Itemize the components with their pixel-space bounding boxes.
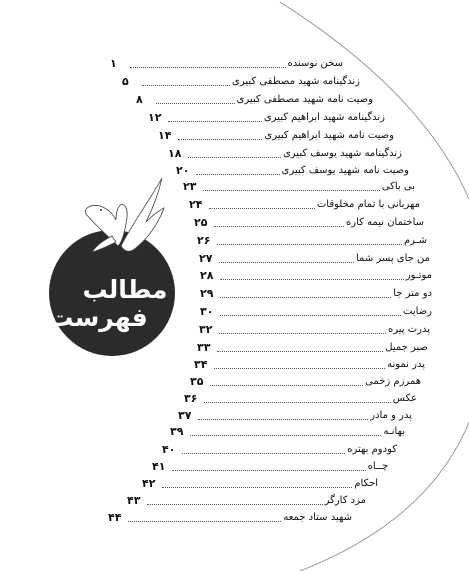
toc-row[interactable]	[176, 161, 409, 177]
emblem-title-1: مطالب	[82, 275, 168, 304]
toc-title: من جای پسر شما	[356, 253, 430, 264]
toc-leader	[220, 270, 404, 280]
toc-leader	[220, 288, 391, 298]
toc-title: وصیت نامه شهید ابراهیم کبیری	[264, 130, 394, 141]
toc-page: ۲۸	[200, 269, 214, 282]
toc-title: پدرت پیره	[387, 324, 430, 335]
toc-title: زندگینامه شهید ابراهیم کبیری	[263, 112, 385, 123]
toc-row[interactable]	[108, 508, 352, 524]
toc-title: بهانـه	[383, 426, 405, 437]
toc-title: ساختمان نیمه کاره	[346, 217, 424, 228]
toc-row[interactable]	[152, 457, 388, 473]
toc-leader	[219, 324, 386, 334]
toc-title: موتـور	[405, 270, 432, 281]
toc-page: ۲۳	[183, 180, 197, 193]
toc-leader	[217, 342, 383, 352]
toc-title: چــاه	[367, 461, 388, 472]
toc-page: ۱۲	[148, 111, 162, 124]
toc-page: ۲۰	[176, 164, 190, 177]
toc-title: شهید ستاد جمعه	[283, 512, 352, 523]
toc-page: ۳۹	[170, 425, 184, 438]
toc-title: همرزم زخمی	[365, 376, 421, 387]
toc-title: دو متر جا	[393, 288, 432, 299]
toc-row[interactable]	[178, 406, 412, 422]
toc-page: ۱۸	[168, 147, 182, 160]
toc-title: زندگینامه شهید یوسف کبیری	[282, 148, 402, 159]
toc-leader	[217, 235, 402, 245]
toc-row[interactable]	[162, 440, 397, 456]
toc-page: ۵	[122, 75, 129, 88]
toc-page: ۲۶	[197, 234, 211, 247]
toc-row[interactable]	[136, 90, 373, 106]
toc-title: شـرم	[403, 235, 427, 246]
toc-page: ۸	[136, 93, 143, 106]
toc-page: ۳۴	[194, 358, 208, 371]
toc-title: بی باکی	[381, 181, 415, 192]
toc-title: پدر نمونه	[387, 359, 425, 370]
toc-row[interactable]	[200, 284, 432, 300]
toc-leader	[203, 181, 380, 191]
toc-leader	[178, 130, 262, 140]
toc-leader	[214, 217, 344, 227]
toc-row[interactable]	[168, 144, 402, 160]
toc-leader	[190, 426, 381, 436]
toc-title: سخن نوسنده	[287, 58, 343, 69]
toc-row[interactable]	[184, 389, 417, 405]
toc-row[interactable]	[158, 126, 394, 142]
toc-page: ۴۲	[142, 477, 156, 490]
toc-row[interactable]	[142, 474, 378, 490]
toc-page: ۳۶	[184, 392, 198, 405]
toc-leader	[130, 58, 286, 68]
toc-row[interactable]	[189, 195, 420, 211]
toc-page: ۲۴	[189, 198, 203, 211]
toc-leader	[219, 253, 354, 263]
toc-row[interactable]	[183, 177, 415, 193]
toc-title: وصیت نامه شهید مصطفی کبیری	[236, 94, 373, 105]
toc-page: ۳۳	[197, 341, 211, 354]
toc-row[interactable]	[122, 72, 360, 88]
toc-row[interactable]	[197, 231, 427, 247]
toc-title: مهربانی با تمام مخلوقات	[316, 199, 420, 210]
toc-title: زندگینامه شهید مصطفی کبیری	[232, 76, 360, 87]
toc-page: ۳۰	[200, 305, 214, 318]
toc-row[interactable]	[194, 213, 424, 229]
toc-leader	[209, 199, 315, 209]
toc-row[interactable]	[148, 108, 385, 124]
toc-page: ۲۷	[199, 252, 213, 265]
toc-leader	[204, 393, 391, 403]
toc-page: ۳۷	[178, 409, 192, 422]
toc-page: ۴۰	[162, 443, 176, 456]
toc-leader	[220, 306, 401, 316]
toc-leader	[214, 359, 385, 369]
toc-title: عکس	[392, 393, 417, 404]
toc-page: ۲۹	[200, 287, 214, 300]
toc-leader	[188, 148, 281, 158]
toc-page: ۴۳	[127, 494, 141, 507]
toc-title: صبر جمیل	[385, 342, 428, 353]
toc-row[interactable]	[194, 355, 425, 371]
toc-title: پدر و مادر	[370, 410, 412, 421]
emblem-title-2: فهرست	[48, 303, 148, 332]
toc-row[interactable]	[170, 422, 405, 438]
toc-row[interactable]	[110, 54, 343, 70]
toc-leader	[182, 444, 345, 454]
toc-leader	[128, 512, 281, 522]
toc-page: ۱	[110, 57, 117, 70]
toc-leader	[147, 495, 323, 505]
toc-row[interactable]	[199, 320, 430, 336]
toc-title: وصیت نامه شهید یوسف کبیری	[281, 165, 409, 176]
toc-leader	[172, 461, 366, 471]
toc-page: ۴۴	[108, 511, 122, 524]
toc-row[interactable]	[199, 249, 430, 265]
toc-page: ۴۱	[152, 460, 166, 473]
toc-title: احکام	[354, 478, 378, 489]
toc-title: رضایت	[403, 306, 432, 317]
toc-page: ۱۴	[158, 129, 172, 142]
toc-title: مزد کارگر	[324, 495, 366, 506]
toc-leader	[196, 165, 280, 175]
toc-leader	[198, 410, 368, 420]
toc-page: ۳۲	[199, 323, 213, 336]
toc-leader	[156, 94, 235, 104]
toc-leader	[168, 112, 262, 122]
toc-leader	[162, 478, 352, 488]
toc-row[interactable]	[197, 338, 428, 354]
toc-row[interactable]	[190, 372, 421, 388]
toc-leader	[210, 376, 363, 386]
toc-title: کودوم بهتره	[347, 444, 397, 455]
toc-leader	[142, 76, 230, 86]
toc-page: ۳۵	[190, 375, 204, 388]
toc-row[interactable]	[200, 266, 432, 282]
toc-row[interactable]	[200, 302, 432, 318]
toc-row[interactable]	[127, 491, 366, 507]
toc-page: ۲۵	[194, 216, 208, 229]
